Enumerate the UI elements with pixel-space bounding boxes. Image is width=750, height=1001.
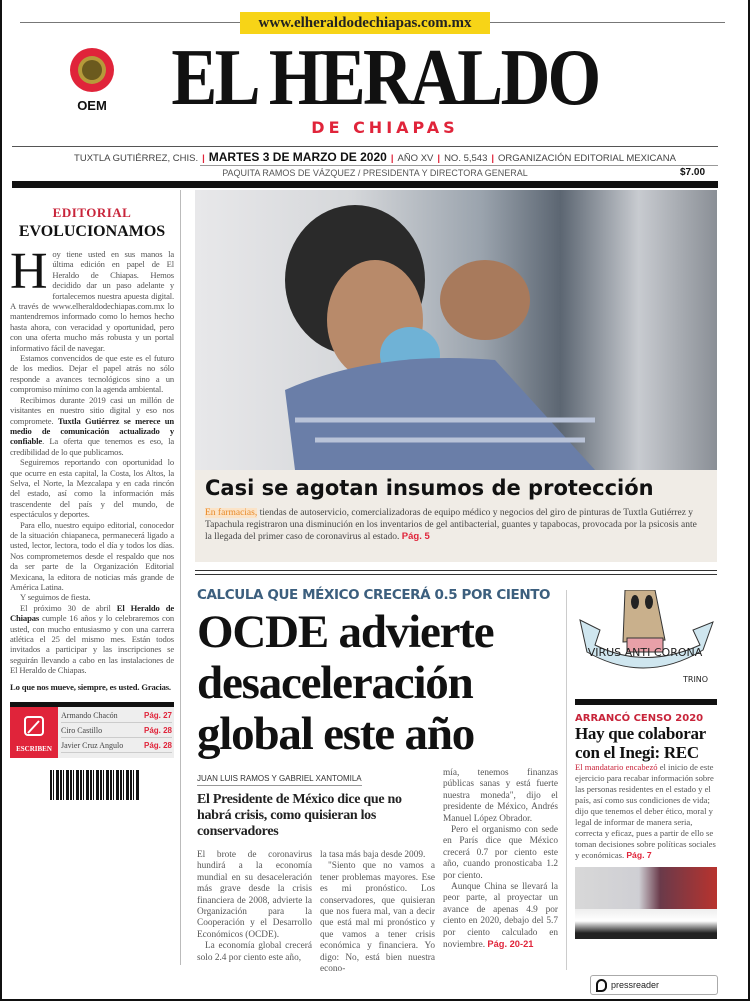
city: TUXTLA GUTIÉRREZ, CHIS. [74, 153, 199, 164]
lead-photo [195, 190, 717, 470]
oem-logo [66, 44, 118, 114]
editorial-paragraph: Para ello, nuestro equipo editorial, conocedor de la situación chiapaneca, permanecerá ligado a usted, lector, lectora, todo el día y todos los días. Nos comprometemos desde el respaldo que nos da ser parte de la Organización Editorial Mexicana, la editora de noticias más grande de América Latina. [10, 519, 174, 592]
price: $7.00 [680, 167, 706, 178]
issue-date: MARTES 3 DE MARZO DE 2020 [208, 150, 387, 164]
main-kicker: CALCULA QUE MÉXICO CRECERÁ 0.5 POR CIENTO [197, 587, 551, 603]
rule [12, 146, 718, 147]
right-column [575, 590, 718, 939]
pen-icon [19, 713, 49, 743]
dropcap: H [10, 243, 48, 300]
editorial-paragraph: Y seguimos de fiesta. [20, 592, 91, 603]
rule [200, 165, 718, 166]
header-bar [12, 181, 718, 188]
main-column-3: mía, tenemos finanzas públicas sanas y está fuerte nuestra moneda", dijo el presidente de México, Andrés Manuel López Obrador. Pero el organismo con sede en París dice que México crecerá 0.7 por ciento este año, cuando pronosticaba 1.2 por ciento. Aunque China se llevará la peor parte, al proyectar un avance de apenas 4.9 por ciento en 2020, debajo del 5.7 por ciento calculado en noviembre. Pág. 20-21 [443, 768, 558, 951]
pressreader-label: pressreader [611, 980, 660, 990]
byline: JUAN LUIS RAMOS Y GABRIEL XANTOMILA [197, 774, 362, 786]
escriben-box [10, 702, 174, 758]
editorial-closing: Lo que nos mueve, siempre, es usted. Gracias. [10, 681, 171, 692]
column-divider [566, 590, 567, 970]
left-column [10, 205, 174, 800]
masthead-title: EL HERALDO [171, 34, 599, 122]
website-url[interactable]: www.elheraldodechiapas.com.mx [240, 12, 490, 34]
column-divider [180, 190, 181, 965]
side-photo [575, 867, 717, 939]
double-rule [195, 570, 717, 575]
lead-headline[interactable]: Casi se agotan insumos de protección [205, 476, 654, 500]
side-headline[interactable]: Hay que colaborar con el Inegi: REC [575, 724, 706, 762]
barcode [50, 770, 140, 800]
pressreader-badge[interactable] [590, 975, 718, 995]
editorial-paragraph: El próximo 30 de abril El Heraldo de Chiapas cumple 16 años y lo celebraremos con usted, con mucho entusiasmo y con una carrera atlética el 25 del mismo mes. Están todos invitados a participar y las inscripciones se seguirán llevando a cabo en las instalaciones de El Heraldo de Chiapas. [10, 602, 174, 676]
editorial-body [10, 243, 175, 692]
director-line: PAQUITA RAMOS DE VÁZQUEZ / PRESIDENTA Y DIRECTORA GENERAL [222, 168, 528, 178]
page-ref[interactable]: Pág. 20-21 [487, 939, 534, 950]
lead-summary: En farmacias, tiendas de autoservicio, comercializadoras de equipo médico y negocios del giro de pinturas de Tuxtla Gutiérrez y Tapachula registraron una disminución en los inventarios de gel antibacterial, guantes y tapabocas, provocada por la psicosis ante la llegada del primer caso de coronavirus al estado. Pág. 5 [205, 508, 697, 542]
escriben-label: ESCRIBEN [16, 745, 52, 754]
main-headline[interactable]: OCDE advierte desaceleración global este año [197, 606, 494, 760]
editorial-paragraph: Recibimos durante 2019 casi un millón de visitantes en nuestro sitio digital y eso nos compromete. Tuxtla Gutiérrez se merece un medio de comunicación actualizado y confiable. La oferta que tenemos es eso, la credibilidad de lo que publicamos. [10, 394, 175, 457]
section-bar [575, 699, 717, 705]
main-deck: El Presidente de México dice que no habrá crisis, como quisieran los conservadores [197, 792, 402, 839]
escriben-badge [10, 707, 58, 758]
editorial-paragraph: Estamos convencidos de que este es el futuro de los medios. Dejar el papel atrás no sólo responde a avances tecnológicos sino a un compromiso mínimo con la agenda ambiental. [10, 353, 174, 395]
page-ref[interactable]: Pág. 5 [401, 531, 430, 542]
organization: ORGANIZACIÓN EDITORIAL MEXICANA [498, 153, 676, 164]
editorial-paragraph: Seguiremos reportando con oportunidad lo que ocurre en esta capital, la Costa, los Altos, la Selva, el Norte, la Mezcalapa y en cada rincón del estado, así como la información más trascendente del país y del mundo, de espectáculos y deportes. [10, 457, 174, 520]
side-summary: El mandatario encabezó el inicio de este ejercicio para recabar información sobre las personas residentes en el estado y el país, así como sus condiciones de vida; dijo que tenemos el deber ético, moral y legal de informar de manera seria, correcta y eficaz, pues a partir de ello se toman decisiones sobre políticas sociales y económicas. Pág. 7 [575, 762, 716, 860]
side-kicker: ARRANCÓ CENSO 2020 [575, 713, 704, 724]
lead-story-box [195, 470, 717, 562]
page-ref[interactable]: Pág. 7 [626, 850, 652, 860]
columnist-row[interactable]: Javier Cruz Angulo Pág. 28 [61, 740, 172, 753]
editorial-title: EVOLUCIONAMOS [18, 223, 166, 240]
logo-text: OEM [77, 98, 107, 113]
pressreader-icon [596, 979, 607, 992]
editorial-label: EDITORIAL [52, 205, 132, 220]
cartoon [575, 590, 718, 695]
main-column-1: El brote de coronavirus hundirá a la economía mundial en su desaceleración más grave desde la crisis financiera de 2008, advierte la Organización para la Cooperación y el Desarrollo Económicos (OCDE). La economía global crecerá solo 2.4 por ciento este año, [197, 850, 312, 963]
columnist-row[interactable]: Ciro Castillo Pág. 28 [61, 725, 172, 738]
cartoon-banner: VIRUS ANTI CORONA [587, 646, 703, 659]
columnist-row[interactable]: Armando Chacón Pág. 27 [61, 710, 172, 723]
issue-number: NO. 5,543 [444, 153, 488, 164]
issue-info: TUXTLA GUTIÉRREZ, CHIS. | MARTES 3 DE MARZO DE 2020 | AÑO XV | NO. 5,543 | ORGANIZACIÓN EDITORIAL MEXICANA [74, 150, 676, 164]
editorial-paragraph: oy tiene usted en sus manos la última edición en papel de El Heraldo de Chiapas. Hemos decidido dar un paso adelante y fortalecemos nuestra apuesta digital. A través de www.elheraldodechiapas.com.mx lo mantendremos informado como lo hemos hecho hasta ahora, con veracidad y oportunidad, pero con una oferta mucho más robusta y un portal informativo fácil de navegar. [10, 249, 174, 353]
issue-year: AÑO XV [397, 153, 434, 164]
main-column-2: la tasa más baja desde 2009. "Siento que no vamos a tener problemas mayores. Ese es mi pronóstico. Los conservadores, que quisieran que nos fuera mal, van a decir que está mal mi pronóstico y que vamos a tener crisis económica y financiera. Yo digo: No, está bien nuestra econo- [320, 850, 435, 975]
main-story [197, 587, 559, 975]
cartoon-signature: TRINO [683, 675, 709, 684]
masthead-subtitle: DE CHIAPAS [311, 118, 459, 137]
